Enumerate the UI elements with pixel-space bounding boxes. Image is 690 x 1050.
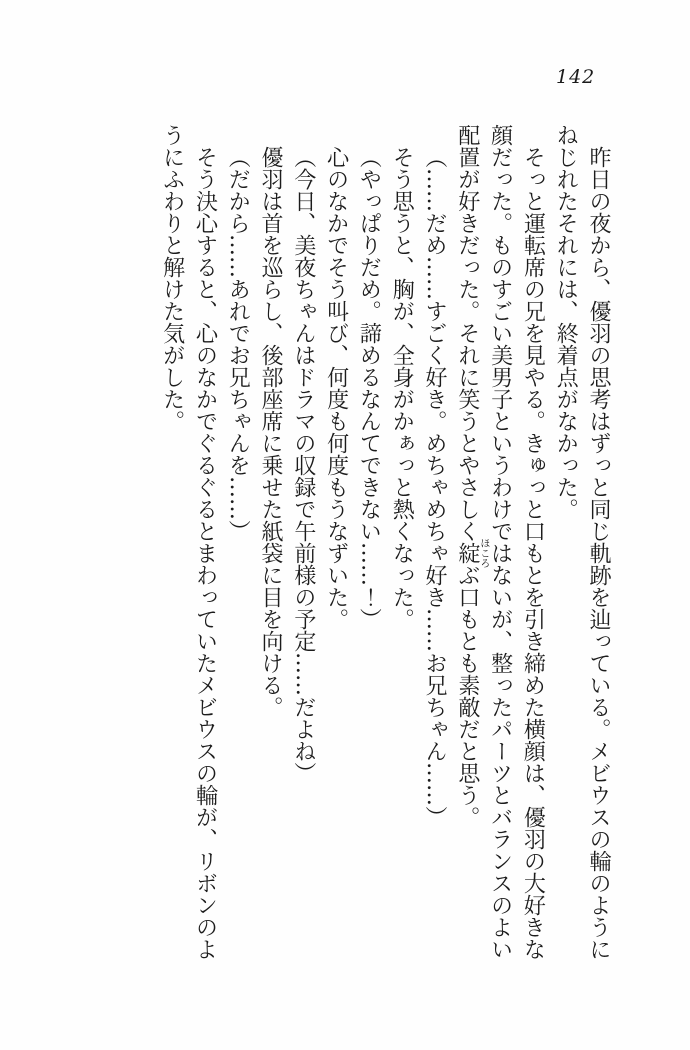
narration-paragraph-2 bbox=[450, 124, 548, 964]
inner-thought-paragraph-2: （やっぱりだめ。諦めるなんてできない……！） bbox=[356, 146, 382, 630]
vertical-text-block bbox=[155, 124, 614, 964]
narration-paragraph-5: 優羽は首を巡らし、後部座席に乗せた紙袋に目を向ける。 bbox=[258, 146, 284, 718]
ruby-base-kanji: 綻 bbox=[454, 538, 480, 568]
furigana-ruby bbox=[454, 538, 489, 568]
narration-paragraph-4: 心のなかでそう叫び、何度も何度もうなずいた。 bbox=[323, 146, 349, 630]
inner-thought-paragraph-4: （だから……あれでお兄ちゃんを……） bbox=[225, 146, 251, 542]
page-number: 142 bbox=[556, 66, 596, 88]
narration-paragraph-1: 昨日の夜から、優羽の思考はずっと同じ軌跡を辿っている。メビウスの輪のようにねじれたそれには、終着点がなかった。 bbox=[553, 124, 611, 960]
inner-thought-paragraph-1: （……だめ……すごく好き。めちゃめちゃ好き……お兄ちゃん……） bbox=[422, 146, 448, 828]
inner-thought-paragraph-3: （今日、美夜ちゃんはドラマの収録で午前様の予定……だよね） bbox=[290, 146, 316, 784]
ruby-furigana-text: ほころ bbox=[477, 538, 489, 568]
narration-paragraph-3: そう思うと、胸が、全身がかぁっと熱くなった。 bbox=[389, 146, 415, 630]
paragraph-2-text-before-ruby: そっと運転席の兄を見やる。きゅっと口もとを引き締めた横顔は、優羽の大好きな顔だった。ものすごい美男子というわけではないが、整ったパーツとバランスのよい配置が好きだった。それに笑うとやさしく bbox=[454, 124, 546, 960]
paragraph-2-text-after-ruby: ぶ口もとも素敵だと思う。 bbox=[454, 564, 480, 828]
narration-paragraph-6: そう決心すると、心のなかでぐるぐるとまわっていたメビウスの輪が、リボンのようにふわりと解けた気がした。 bbox=[159, 124, 218, 960]
